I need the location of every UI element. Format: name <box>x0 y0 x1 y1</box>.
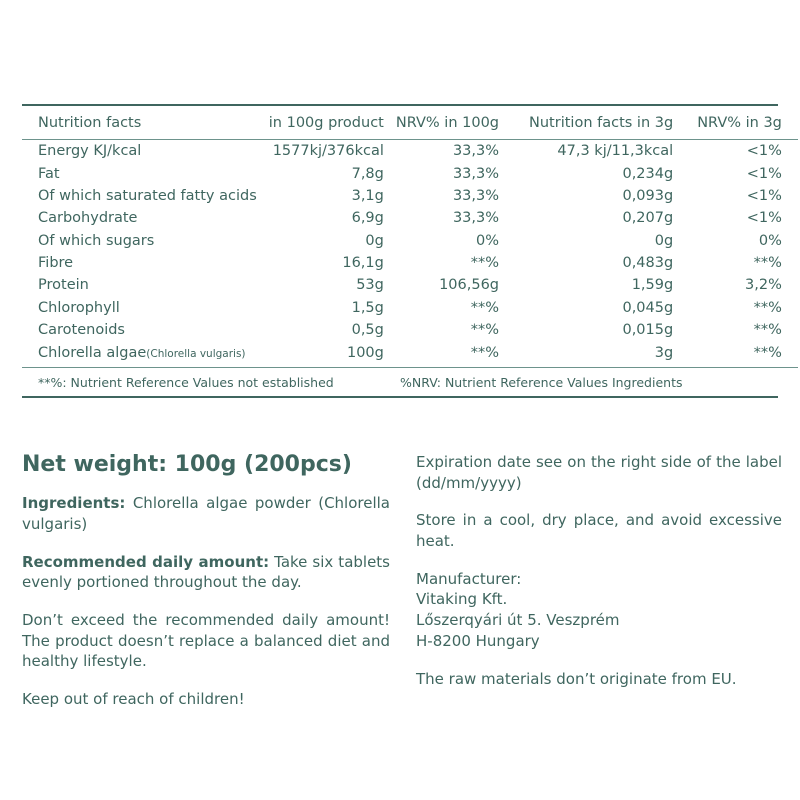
dosage-label: Recommended daily amount: <box>22 552 270 571</box>
table-row <box>22 185 798 207</box>
row-value-3g: 0,045g <box>622 299 674 316</box>
row-label-text: Protein <box>38 277 89 294</box>
row-value-100g: 16,1g <box>342 255 384 272</box>
storage-paragraph: Store in a cool, dry place, and avoid excessive heat. <box>416 511 782 551</box>
row-value-nrv3: <1% <box>746 187 782 204</box>
row-value-100g: 0,5g <box>351 322 384 339</box>
row-value-nrv100: 33,3% <box>452 143 500 160</box>
row-value-100g: 100g <box>263 341 390 367</box>
row-value-nrv100: **% <box>470 299 500 316</box>
row-label <box>22 274 263 296</box>
row-value-nrv3: <1% <box>746 143 782 160</box>
table-row <box>22 252 798 274</box>
column-header-nutrition-facts-in-3g: Nutrition facts in 3g <box>529 115 674 131</box>
row-value-3g: 3g <box>523 341 691 367</box>
row-value-nrv3: 3,2% <box>745 277 782 294</box>
row-value-100g: 1577kj/376kcal <box>272 143 384 160</box>
row-label-text: Carbohydrate <box>38 210 138 227</box>
row-label-text: Of which saturated fatty acids <box>38 187 257 204</box>
ingredients-paragraph <box>22 493 390 534</box>
manufacturer-label: Manufacturer: <box>416 569 522 588</box>
row-label <box>22 319 263 341</box>
warning-paragraph: Don’t exceed the recommended daily amount! The product doesn’t replace a balanced diet and healthy lifestyle. <box>22 611 390 671</box>
manufacturer-street: Lőszerqyári út 5. Veszprém <box>416 611 620 630</box>
row-value-3g: 1,59g <box>631 277 674 294</box>
row-value-3g: 0,093g <box>622 187 674 204</box>
row-label <box>22 341 263 367</box>
row-value-nrv3: 0% <box>758 232 782 249</box>
column-header-in-100g-product: in 100g product <box>268 115 384 131</box>
row-value-nrv100: 33,3% <box>452 165 500 182</box>
expiration-paragraph: Expiration date see on the right side of the label (dd/mm/yyyy) <box>416 453 782 492</box>
table-row <box>22 341 798 367</box>
row-value-nrv3: **% <box>753 322 782 339</box>
row-value-3g: 0,015g <box>622 322 674 339</box>
row-label-text: Fibre <box>38 255 74 272</box>
manufacturer-country: H-8200 Hungary <box>416 631 540 650</box>
row-label-text: Energy KJ/kcal <box>38 143 142 160</box>
row-value-nrv100: **% <box>390 341 523 367</box>
net-weight-heading: Net weight: 100g (200pcs) <box>22 452 352 477</box>
row-value-3g: 0,207g <box>622 210 674 227</box>
row-value-100g: 1,5g <box>351 299 384 316</box>
label-body <box>22 452 782 710</box>
row-label-text: Carotenoids <box>38 322 125 339</box>
row-value-3g: 47,3 kj/11,3kcal <box>557 143 674 160</box>
ingredients-text: Chlorella algae powder (Chlorella vulgaris) <box>22 494 390 533</box>
row-value-nrv3: **% <box>753 299 782 316</box>
nutrition-table <box>22 106 798 368</box>
table-row <box>22 319 798 341</box>
table-header-row <box>22 106 798 140</box>
row-value-3g: 0,234g <box>622 165 674 182</box>
row-value-nrv3: **% <box>691 341 798 367</box>
footnote-nrv-definition: %NRV: Nutrient Reference Values Ingredients <box>400 374 683 390</box>
row-value-nrv100: 106,56g <box>439 277 500 294</box>
row-label <box>22 162 263 184</box>
dosage-text: Take six tablets evenly portioned throughout the day. <box>22 552 390 592</box>
row-label <box>22 207 263 229</box>
row-value-3g: 0g <box>654 232 674 249</box>
row-value-nrv3: **% <box>753 255 782 272</box>
row-value-100g: 0g <box>365 232 384 249</box>
left-column <box>22 452 390 710</box>
row-value-100g: 53g <box>356 277 384 294</box>
row-label-text: Chlorophyll <box>38 299 120 316</box>
table-row <box>22 207 798 229</box>
column-header-nrv-in-100g: NRV% in 100g <box>395 115 500 131</box>
row-value-nrv100: 33,3% <box>452 210 500 227</box>
row-label-text: Of which sugars <box>38 232 155 249</box>
table-footnotes <box>22 368 778 396</box>
table-row <box>22 230 798 252</box>
row-label <box>22 230 263 252</box>
table-row <box>22 274 798 296</box>
row-value-nrv100: 33,3% <box>452 187 500 204</box>
row-label-text: Chlorella algae <box>38 344 147 361</box>
origin-paragraph: The raw materials don’t originate from EU. <box>416 669 737 688</box>
row-label-text: Fat <box>38 165 60 182</box>
row-value-3g: 0,483g <box>622 255 674 272</box>
nutrition-facts-table <box>22 104 782 398</box>
footnote-nrv-not-established: **%: Nutrient Reference Values not established <box>38 374 334 390</box>
right-column <box>416 452 782 710</box>
row-value-nrv3: <1% <box>746 165 782 182</box>
table-row <box>22 140 798 163</box>
manufacturer-name: Vitaking Kft. <box>416 590 508 609</box>
row-value-100g: 7,8g <box>351 165 384 182</box>
row-value-100g: 6,9g <box>351 210 384 227</box>
row-label <box>22 185 263 207</box>
row-value-100g: 3,1g <box>351 187 384 204</box>
row-label-latin-name: (Chlorella vulgaris) <box>146 347 246 360</box>
row-label <box>22 297 263 319</box>
table-body <box>22 140 798 368</box>
ingredients-label: Ingredients: <box>22 494 126 513</box>
children-warning-paragraph: Keep out of reach of children! <box>22 690 245 709</box>
dosage-paragraph <box>22 552 390 593</box>
row-value-nrv100: **% <box>470 322 500 339</box>
row-label <box>22 140 263 163</box>
column-header-nrv-in-3g: NRV% in 3g <box>697 115 782 131</box>
row-value-nrv100: **% <box>470 255 500 272</box>
row-label <box>22 252 263 274</box>
row-value-nrv100: 0% <box>476 232 500 249</box>
column-header-nutrition-facts: Nutrition facts <box>38 115 142 131</box>
manufacturer-block <box>416 569 782 652</box>
table-row <box>22 297 798 319</box>
table-head <box>22 106 798 140</box>
table-row <box>22 162 798 184</box>
row-value-nrv3: <1% <box>746 210 782 227</box>
